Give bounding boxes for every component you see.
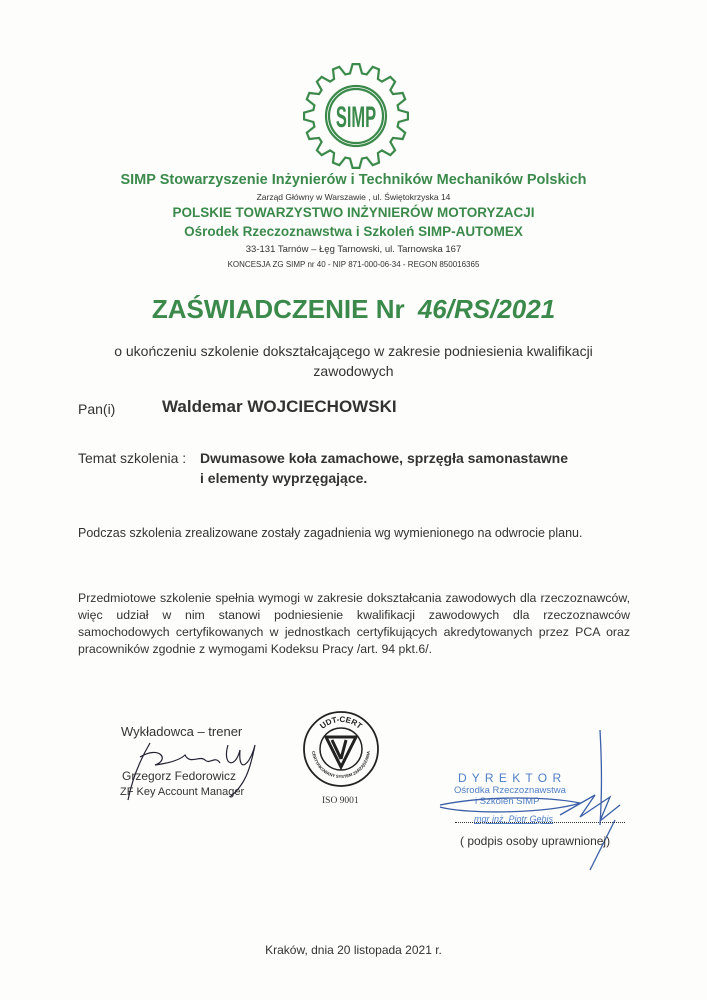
- registration-info: KONCESJA ZG SIMP nr 40 - NIP 871-000-06-34 - REGON 850016365: [227, 260, 480, 269]
- logo-text: SIMP: [335, 100, 377, 135]
- recipient-label: Pan(i): [78, 401, 116, 417]
- org-address: Zarząd Główny w Warszawie , ul. Świętokrzyska 14: [256, 192, 451, 202]
- signature-caption: ( podpis osoby uprawnionej): [460, 834, 611, 848]
- center-name: Ośrodek Rzeczoznawstwa i Szkoleń SIMP-AUTOMEX: [184, 224, 523, 239]
- certificate-number: 46/RS/2021: [417, 294, 556, 324]
- title-word: ZAŚWIADCZENIE Nr: [151, 294, 405, 324]
- seal-bottom-text: CERTYFIKOWANY SYSTEM ZARZĄDZANIA: [311, 750, 371, 780]
- director-title: D Y R E K T O R: [458, 771, 563, 785]
- recipient-name: Waldemar WOJCIECHOWSKI: [162, 397, 397, 416]
- paragraph-line: samochodowych certyfikowanych w jednostkach certyfikujących akredytowanych przez PCA oraz: [78, 625, 630, 639]
- paragraph-line: pracowników zgodnie z wymogami Kodeksu Pracy /art. 94 pkt.6/.: [78, 642, 433, 656]
- topic-line1: Dwumasowe koła zamachowe, sprzęgła samonastawne: [200, 450, 569, 466]
- topic-line2: i elementy wyprzęgające.: [200, 470, 368, 486]
- director-unit1: Ośrodka Rzeczoznawstwa: [454, 785, 566, 796]
- lecturer-label: Wykładowca – trener: [121, 724, 243, 739]
- certificate-title: [0, 294, 707, 325]
- director-name: mgr inż. Piotr Gębis: [474, 814, 554, 824]
- paragraph-line: Przedmiotowe szkolenie spełnia wymogi w zakresie dokształcania zawodowych dla rzeczoznawców,: [78, 591, 630, 605]
- org-name: SIMP Stowarzyszenie Inżynierów i Techników Mechaników Polskich: [120, 172, 587, 188]
- simp-gear-logo: [297, 60, 415, 172]
- society-name: POLSKIE TOWARZYSTWO INŻYNIERÓW MOTORYZACJI: [172, 205, 535, 220]
- lecturer-role: ZF Key Account Manager: [120, 786, 245, 798]
- signature-line: [455, 822, 625, 823]
- qualification-paragraph: [78, 590, 630, 658]
- paragraph-line: więc udział w nim stanowi podniesienie kwalifikacji zawodowych dla rzeczoznawców: [78, 608, 630, 622]
- place-date: Kraków, dnia 20 listopada 2021 r.: [265, 943, 442, 957]
- director-unit2: i Szkoleń SIMP: [475, 796, 540, 807]
- lecturer-name: Grzegorz Fedorowicz: [122, 769, 237, 783]
- iso-caption: ISO 9001: [322, 796, 359, 806]
- topic-label: Temat szkolenia :: [78, 450, 187, 466]
- subtitle-line2: zawodowych: [313, 363, 394, 379]
- program-note: Podczas szkolenia zrealizowane zostały zagadnienia wg wymienionego na odwrocie planu.: [78, 526, 583, 540]
- center-address: 33-131 Tarnów – Łęg Tarnowski, ul. Tarnowska 167: [245, 244, 462, 255]
- subtitle-line1: o ukończeniu szkolenie dokształcającego w zakresie podniesienia kwalifikacji: [114, 343, 593, 359]
- udt-cert-seal: [302, 709, 380, 789]
- seal-top-text: UDT-CERT: [318, 714, 364, 731]
- director-signature: [430, 725, 630, 875]
